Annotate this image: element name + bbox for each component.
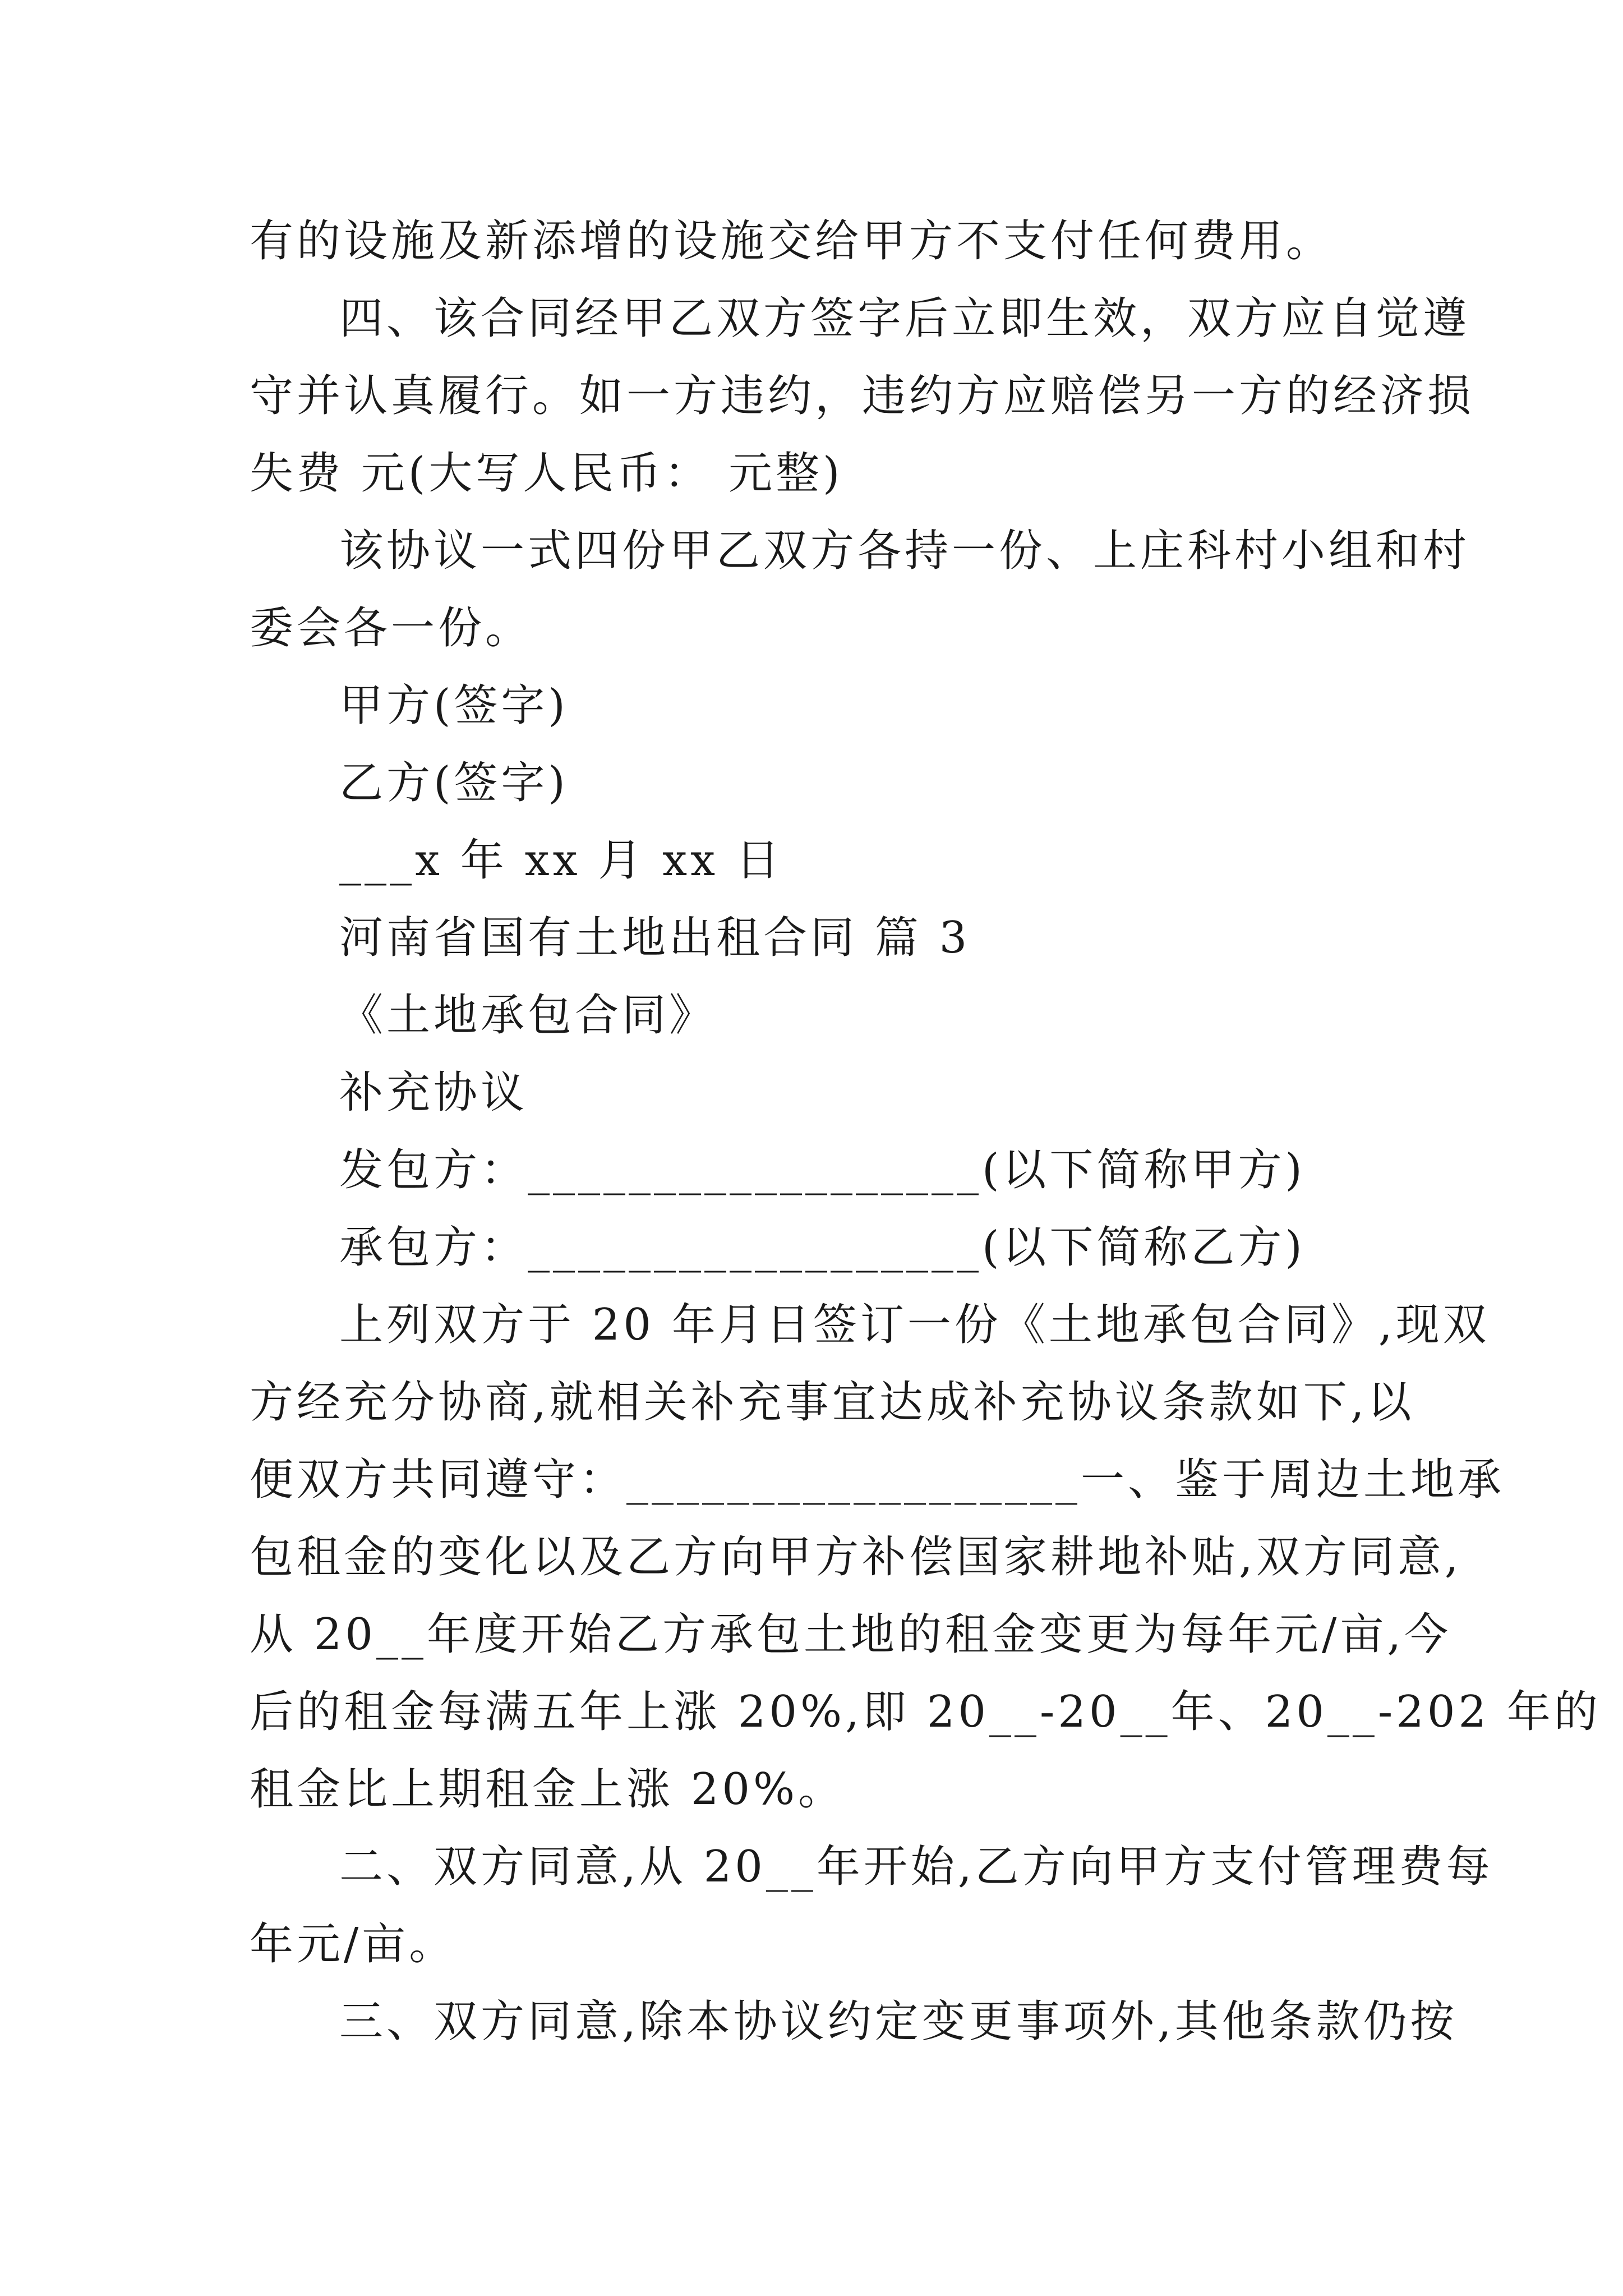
contract-name: 《土地承包合同》 [339, 990, 717, 1041]
text-line-17: 便双方共同遵守：__________________一、鉴于周边土地承 [250, 1455, 1505, 1505]
text-line-18: 包租金的变化以及乙方向甲方补偿国家耕地补贴,双方同意, [250, 1532, 1462, 1582]
contractee-line: 承包方：__________________(以下简称乙方) [339, 1222, 1306, 1273]
signature-date: ___x 年 xx 月 xx 日 [339, 835, 783, 886]
text-line-16: 方经充分协商,就相关补充事宜达成补充协议条款如下,以 [250, 1377, 1415, 1428]
text-line-2: 四、该合同经甲乙双方签字后立即生效，双方应自觉遵 [339, 293, 1470, 344]
text-line-1: 有的设施及新添增的设施交给甲方不支付任何费用。 [250, 216, 1334, 266]
text-line-24: 三、双方同意,除本协议约定变更事项外,其他条款仍按 [339, 1996, 1458, 2047]
text-line-5: 该协议一式四份甲乙双方各持一份、上庄科村小组和村 [339, 526, 1470, 576]
text-line-23: 年元/亩。 [250, 1919, 457, 1970]
party-b-signature: 乙方(签字) [339, 758, 569, 808]
text-line-20: 后的租金每满五年上涨 20%,即 20__-20__年、20__-202 年的 [250, 1687, 1601, 1737]
text-line-6: 委会各一份。 [250, 603, 533, 654]
text-line-3: 守并认真履行。如一方违约，违约方应赔偿另一方的经济损 [250, 371, 1475, 421]
text-line-15: 上列双方于 20 年月日签订一份《土地承包合同》,现双 [339, 1300, 1490, 1350]
text-line-4: 失费 元(大写人民币： 元整) [250, 448, 843, 499]
party-a-signature: 甲方(签字) [339, 680, 569, 731]
text-line-21: 租金比上期租金上涨 20%。 [250, 1764, 846, 1815]
text-line-19: 从 20__年度开始乙方承包土地的租金变更为每年元/亩,今 [250, 1609, 1452, 1660]
supplement-heading: 补充协议 [339, 1068, 528, 1118]
contractor-line: 发包方：__________________(以下简称甲方) [339, 1145, 1306, 1195]
text-line-22: 二、双方同意,从 20__年开始,乙方向甲方支付管理费每 [339, 1842, 1493, 1892]
section-title: 河南省国有土地出租合同 篇 3 [339, 913, 971, 963]
